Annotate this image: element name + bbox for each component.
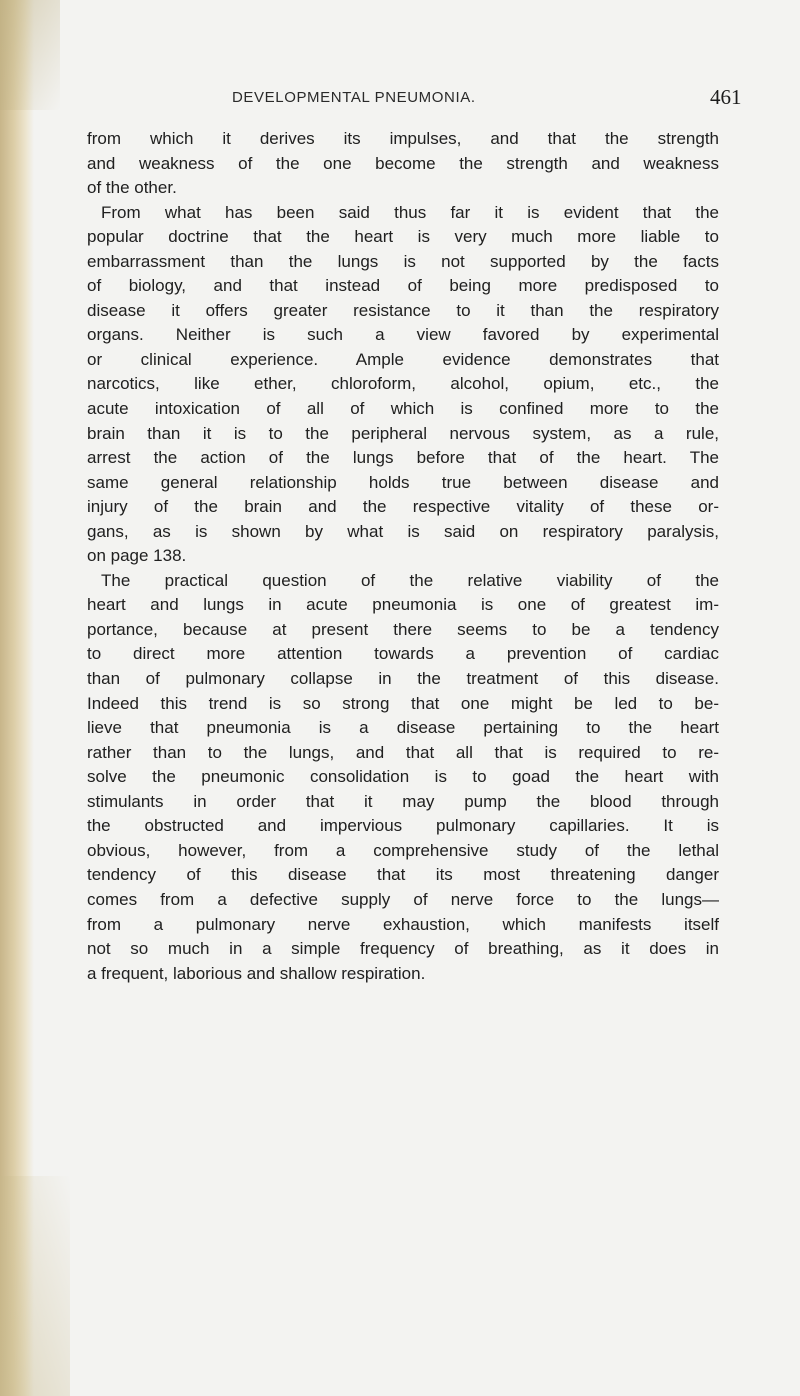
text-line: From what has been said thus far it is evident that the [101, 202, 719, 222]
text-line: rather than to the lungs, and that all that is required to re- [87, 742, 719, 762]
text-line: than of pulmonary collapse in the treatment of this disease. [87, 669, 719, 689]
text-line: or clinical experience. Ample evidence demonstrates that [87, 349, 719, 369]
text-line: arrest the action of the lungs before that of the heart. The [87, 448, 719, 468]
text-line: from which it derives its impulses, and that the strength [87, 129, 719, 148]
text-line: embarrassment than the lungs is not supported by the facts [87, 251, 719, 271]
text-line: disease it offers greater resistance to it than the respiratory [87, 300, 719, 320]
text-line: popular doctrine that the heart is very much more liable to [87, 227, 719, 247]
text-line: brain than it is to the peripheral nervous system, as a rule, [87, 423, 719, 443]
text-line: acute intoxication of all of which is confined more to the [87, 399, 719, 419]
text-line: heart and lungs in acute pneumonia is one of greatest im- [87, 595, 719, 615]
text-line: gans, as is shown by what is said on respiratory paralysis, [87, 521, 719, 541]
text-line: the obstructed and impervious pulmonary capillaries. It is [87, 816, 719, 836]
text-line: a frequent, laborious and shallow respiration. [87, 963, 426, 983]
text-line: from a pulmonary nerve exhaustion, which manifests itself [87, 914, 719, 934]
text-line: lieve that pneumonia is a disease pertaining to the heart [87, 718, 719, 738]
page-edge-stain-bottom [0, 1176, 70, 1396]
body-text [87, 127, 719, 986]
text-line: portance, because at present there seems to be a tendency [87, 619, 719, 639]
text-line: organs. Neither is such a view favored by experimental [87, 325, 719, 345]
text-line: comes from a defective supply of nerve force to the lungs— [87, 889, 719, 909]
text-line: not so much in a simple frequency of breathing, as it does in [87, 939, 719, 959]
text-line: of biology, and that instead of being more predisposed to [87, 276, 719, 296]
text-line: stimulants in order that it may pump the blood through [87, 791, 719, 811]
text-line: of the other. [87, 178, 177, 198]
text-line: tendency of this disease that its most threatening danger [87, 865, 719, 885]
text-line: The practical question of the relative viability of the [101, 570, 719, 590]
page-number: 461 [710, 85, 742, 109]
running-head: DEVELOPMENTAL PNEUMONIA. [232, 89, 476, 106]
page-edge-stain-top [0, 0, 60, 110]
text-line: Indeed this trend is so strong that one might be led to be- [87, 693, 719, 713]
text-line: on page 138. [87, 546, 187, 566]
text-line: same general relationship holds true between disease and [87, 472, 719, 492]
text-line: injury of the brain and the respective vitality of these or- [87, 497, 719, 517]
text-line: obvious, however, from a comprehensive study of the lethal [87, 840, 719, 860]
text-line: narcotics, like ether, chloroform, alcohol, opium, etc., the [87, 374, 719, 394]
text-line: and weakness of the one become the strength and weakness [87, 153, 719, 173]
text-line: to direct more attention towards a prevention of cardiac [87, 644, 719, 664]
text-line: solve the pneumonic consolidation is to goad the heart with [87, 767, 719, 787]
